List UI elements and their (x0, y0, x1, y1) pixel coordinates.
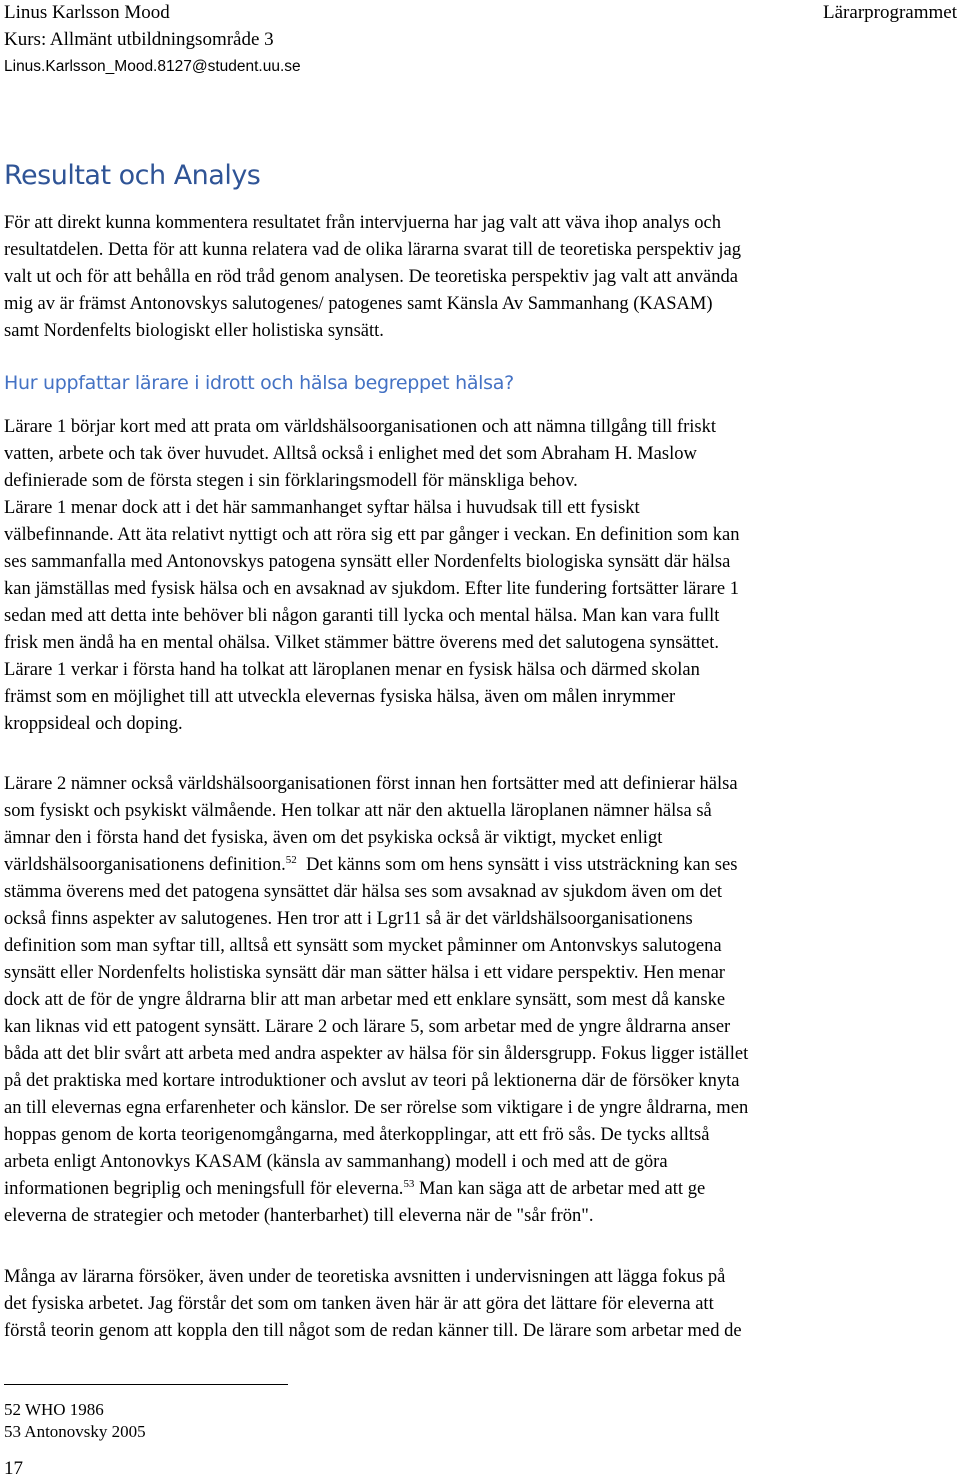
program-name: Lärarprogrammet (823, 2, 957, 23)
text-run: Man kan säga att de arbetar med att ge (414, 1178, 706, 1199)
paragraph-line: förstå teorin genom att koppla den till något som de redan känner till. De lärare som arbetar med de (4, 1320, 742, 1341)
paragraph-line: kroppsideal och doping. (4, 713, 183, 734)
paragraph-line: arbeta enligt Antonovkys KASAM (känsla av sammanhang) modell i och med att de göra (4, 1151, 668, 1172)
paragraph-line: synsätt eller Nordenfelts holistiska synsätt där man sätter hälsa i ett vidare perspektiv. Hen menar (4, 962, 725, 983)
author-name: Linus Karlsson Mood (4, 2, 170, 23)
paragraph-line: valt ut och för att behålla en röd tråd genom analysen. De teoretiska perspektiv jag valt att använda (4, 266, 738, 287)
subsection-title: Hur uppfattar lärare i idrott och hälsa begreppet hälsa? (4, 372, 514, 394)
paragraph-line: ämnar den i första hand det fysiska, även om det psykiska också är viktigt, mycket enligt (4, 827, 663, 848)
intro-paragraph (4, 209, 959, 344)
paragraph-line: kan jämställas med fysisk hälsa och en avsaknad av sjukdom. Efter lite fundering fortsätter lärare 1 (4, 578, 740, 599)
paragraph-line: det fysiska arbetet. Jag förstår det som om tanken även här är att göra det lättare för eleverna att (4, 1293, 714, 1314)
email-address: Linus.Karlsson_Mood.8127@student.uu.se (4, 58, 301, 75)
paragraph-line: sedan med att detta inte behöver bli någon garanti till lycka och mental hälsa. Man kan vara fullt (4, 605, 720, 626)
paragraph-many-teachers (4, 1263, 959, 1344)
paragraph-line: vatten, arbete och tak över huvudet. Alltså också i enlighet med det som Abraham H. Maslow (4, 443, 697, 464)
paragraph-line: eleverna de strategier och metoder (hanterbarhet) till eleverna när de "sår frön". (4, 1205, 594, 1226)
section-title: Resultat och Analys (4, 160, 261, 191)
paragraph-line: samt Nordenfelts biologiskt eller holistiska synsätt. (4, 320, 384, 341)
paragraph-line: mig av är främst Antonovskys salutogenes/ patogenes samt Känsla Av Sammanhang (KASAM) (4, 293, 713, 314)
paragraph-line: frisk men ändå ha en mental ohälsa. Vilket stämmer bättre överens med det salutogena synsättet. (4, 632, 720, 653)
course-name: Kurs: Allmänt utbildningsområde 3 (4, 29, 274, 50)
paragraph-line: resultatdelen. Detta för att kunna relatera vad de olika lärarna svarat till de teoretiska perspektiv jag (4, 239, 742, 260)
footnote-separator (4, 1384, 288, 1385)
paragraph-line: dock att de för de yngre åldrarna blir att man arbetar med ett enklare synsätt, som mest då kanske (4, 989, 726, 1010)
paragraph-line: Lärare 1 börjar kort med att prata om världshälsoorganisationen och att nämna tillgång till friskt (4, 416, 717, 437)
paragraph-line: an till elevernas egna erfarenheter och känslor. De ser rörelse som viktigare i de yngre åldrarna, men (4, 1097, 749, 1118)
footnote-53: 53 Antonovsky 2005 (4, 1422, 146, 1441)
paragraph-line: välbefinnande. Att äta relativt nyttigt och att röra sig ett par gånger i veckan. En definition som kan (4, 524, 740, 545)
text-run: världshälsoorganisationens definition. (4, 854, 286, 875)
paragraph-line: Lärare 2 nämner också världshälsoorganisationen först innan hen fortsätter med att definierar hälsa (4, 773, 738, 794)
paragraph-line: hoppas genom de korta teorigenomgångarna, med återkopplingar, att ett frö sås. De tycks alltså (4, 1124, 710, 1145)
paragraph-teacher-2 (4, 770, 959, 1229)
paragraph-line: ses sammanfalla med Antonovskys patogena synsätt eller Nordenfelts biologiska synsätt där hälsa (4, 551, 731, 572)
paragraph-line: För att direkt kunna kommentera resultatet från intervjuerna har jag valt att väva ihop analys och (4, 212, 721, 233)
paragraph-line: Lärare 1 menar dock att i det här sammanhanget syftar hälsa i huvudsak till ett fysiskt (4, 497, 640, 518)
paragraph-teacher-1 (4, 413, 959, 737)
paragraph-line: på det praktiska med kortare introduktioner och avslut av teori på lektionerna där de försöker knyta (4, 1070, 740, 1091)
paragraph-line (4, 851, 956, 878)
footnote-ref: 53 (403, 1178, 415, 1190)
paragraph-line: båda att det blir svårt att arbeta med andra aspekter av hälsa för sin åldersgrupp. Fokus ligger istället (4, 1043, 749, 1064)
paragraph-line: också finns aspekter av salutogenes. Hen tror att i Lgr11 så är det världshälsoorganisationens (4, 908, 693, 929)
paragraph-line: definition som man syftar till, alltså ett synsätt som mycket påminner om Antonvskys salutogena (4, 935, 722, 956)
paragraph-line: stämma överens med det patogena synsättet där hälsa ses som avsaknad av sjukdom även om det (4, 881, 723, 902)
paragraph-line: främst som en möjlighet till att utveckla elevernas fysiska hälsa, även om målen inrymmer (4, 686, 676, 707)
text-run: Det känns som om hens synsätt i viss utsträckning kan ses (296, 854, 738, 875)
paragraph-line: kan liknas vid ett patogent synsätt. Lärare 2 och lärare 5, som arbetar med de yngre åldrarna anser (4, 1016, 731, 1037)
footnote-ref: 52 (285, 854, 297, 866)
paragraph-line: Många av lärarna försöker, även under de teoretiska avsnitten i undervisningen att lägga fokus på (4, 1266, 726, 1287)
paragraph-line: definierade som de första stegen i sin förklaringsmodell för mänskliga behov. (4, 470, 578, 491)
paragraph-line: Lärare 1 verkar i första hand ha tolkat att läroplanen menar en fysisk hälsa och därmed skolan (4, 659, 700, 680)
page-number: 17 (4, 1458, 23, 1479)
footnote-52: 52 WHO 1986 (4, 1400, 104, 1419)
paragraph-line (4, 1175, 956, 1202)
paragraph-line: som fysiskt och psykiskt välmående. Hen tolkar att när den aktuella läroplanen nämner hälsa så (4, 800, 712, 821)
text-run: informationen begriplig och meningsfull för eleverna. (4, 1178, 404, 1199)
